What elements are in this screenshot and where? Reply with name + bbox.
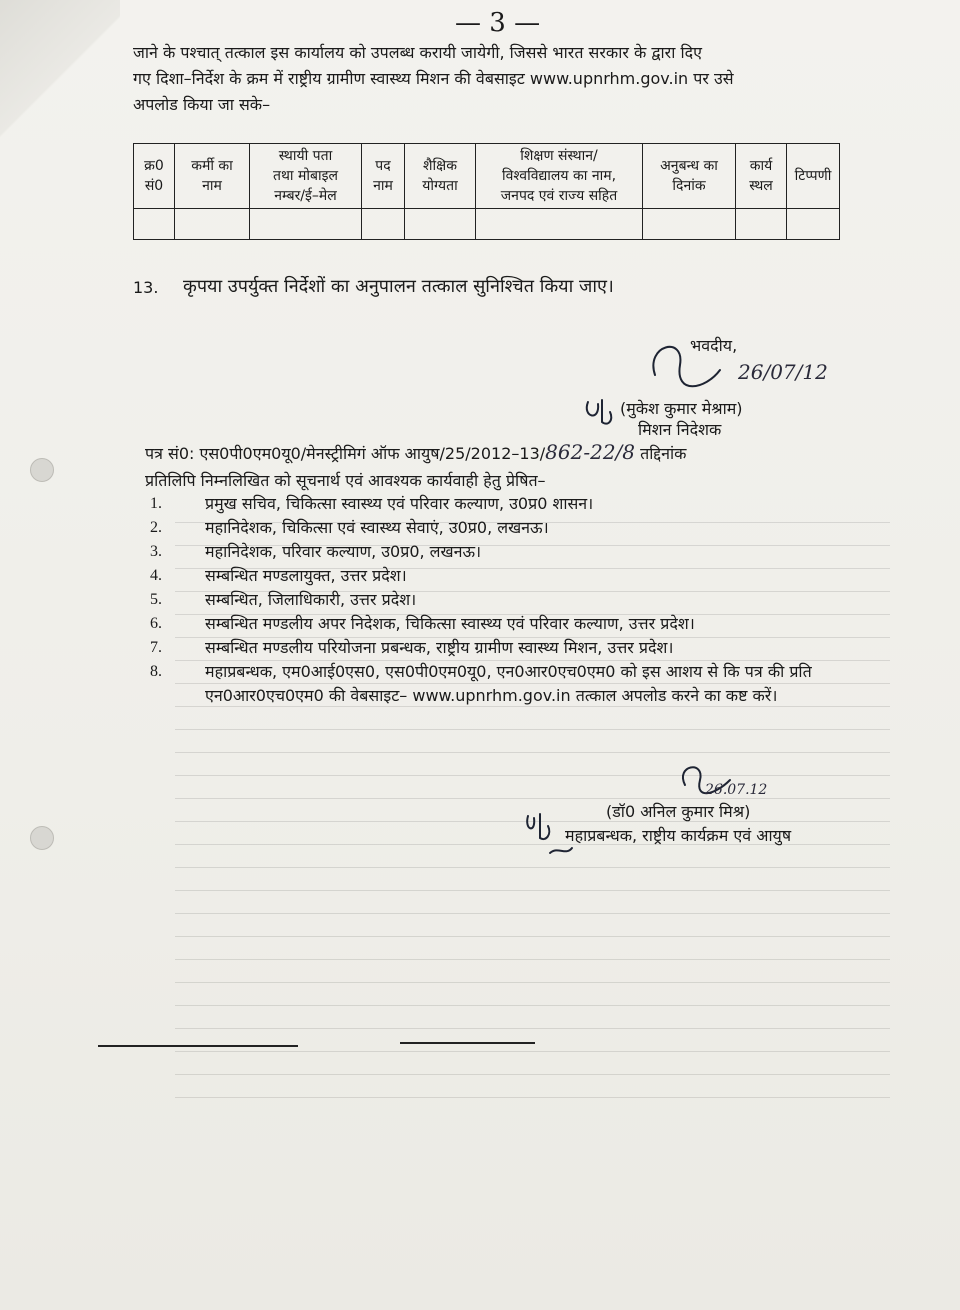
signatory-designation: महाप्रबन्धक, राष्ट्रीय कार्यक्रम एवं आयुष — [565, 826, 792, 845]
list-item: 4. सम्बन्धित मण्डलायुक्त, उत्तर प्रदेश। — [150, 566, 407, 585]
intro-line-1: जाने के पश्चात् तत्काल इस कार्यालय को उपलब्ध करायी जायेगी, जिससे भारत सरकार के द्वारा दिए — [133, 43, 702, 62]
signature-date: 26/07/12 — [738, 360, 828, 384]
letter-reference: पत्र सं0: एस0पी0एम0यू0/मेनस्ट्रीमिगं ऑफ आयुष/25/2012–13/862-22/8 तद्दिनांक — [145, 440, 687, 464]
list-item: 3. महानिदेशक, परिवार कल्याण, उ0प्र0, लखनऊ। — [150, 542, 482, 561]
signature-date: 26.07.12 — [705, 782, 768, 798]
closing-salutation: भवदीय, — [690, 336, 738, 355]
table-header-row — [134, 144, 840, 209]
copy-to-list — [150, 492, 850, 708]
list-item: 2. महानिदेशक, चिकित्सा एवं स्वास्थ्य सेवाएं, उ0प्र0, लखनऊ। — [150, 518, 549, 537]
handwritten-ref-no: 862-22/8 — [545, 440, 635, 464]
list-item: 6. सम्बन्धित मण्डलीय अपर निदेशक, चिकित्सा स्वास्थ्य एवं परिवार कल्याण, उत्तर प्रदेश। — [150, 614, 695, 633]
point-13-number: 13. — [133, 278, 159, 297]
signatory-designation: मिशन निदेशक — [638, 420, 722, 439]
point-13-text: कृपया उपर्युक्त निर्देशों का अनुपालन तत्काल सुनिश्चित किया जाए। — [183, 276, 614, 297]
list-item: 8. महाप्रबन्धक, एम0आई0एस0, एस0पी0एम0यू0, एन0आर0एच0एम0 को इस आशय से कि पत्र की प्रति एन0आर0एच0एम0 की वेबसाइट– www.upnrhm.gov.in तत्काल अपलोड करने का कष्ट करें। — [150, 662, 812, 705]
punch-hole — [30, 458, 54, 482]
col-header-institution: शिक्षण संस्थान/ विश्वविद्यालय का नाम, जनपद एवं राज्य सहित — [476, 144, 643, 209]
col-header-qualification: शैक्षिक योग्यता — [405, 144, 476, 209]
copy-to-heading: प्रतिलिपि निम्नलिखित को सूचनार्थ एवं आवश्यक कार्यवाही हेतु प्रेषित– — [145, 471, 546, 490]
pen-dash — [400, 1042, 535, 1044]
col-header-workplace: कार्य स्थल — [736, 144, 787, 209]
page-fold-shadow — [0, 0, 120, 180]
col-header-remarks: टिप्पणी — [787, 144, 840, 209]
col-header-address: स्थायी पता तथा मोबाइल नम्बर/ई–मेल — [250, 144, 362, 209]
list-item: 1. प्रमुख सचिव, चिकित्सा स्वास्थ्य एवं परिवार कल्याण, उ0प्र0 शासन। — [150, 494, 594, 513]
list-item: 5. सम्बन्धित, जिलाधिकारी, उत्तर प्रदेश। — [150, 590, 417, 609]
signatory-name: (डॉ0 अनिल कुमार मिश्र) — [606, 802, 751, 821]
punch-hole — [30, 826, 54, 850]
col-header-contract-date: अनुबन्ध का दिनांक — [643, 144, 736, 209]
signature-scrawl — [645, 335, 725, 395]
initials-scrawl — [580, 392, 620, 442]
page-number: — 3 — — [455, 8, 541, 38]
col-header-post: पद नाम — [362, 144, 405, 209]
pen-dash — [98, 1045, 298, 1047]
signatory-name: (मुकेश कुमार मेश्राम) — [620, 399, 743, 418]
intro-line-2: गए दिशा–निर्देश के क्रम में राष्ट्रीय ग्रामीण स्वास्थ्य मिशन की वेबसाइट www.upnrhm.gov.in पर उसे — [133, 69, 734, 88]
col-header-serial: क्र0 सं0 — [134, 144, 175, 209]
staff-details-table — [133, 143, 840, 240]
col-header-name: कर्मी का नाम — [175, 144, 250, 209]
list-item: 7. सम्बन्धित मण्डलीय परियोजना प्रबन्धक, राष्ट्रीय ग्रामीण स्वास्थ्य मिशन, उत्तर प्रदेश। — [150, 638, 674, 657]
table-row — [134, 209, 840, 240]
intro-line-3: अपलोड किया जा सके– — [133, 95, 271, 114]
